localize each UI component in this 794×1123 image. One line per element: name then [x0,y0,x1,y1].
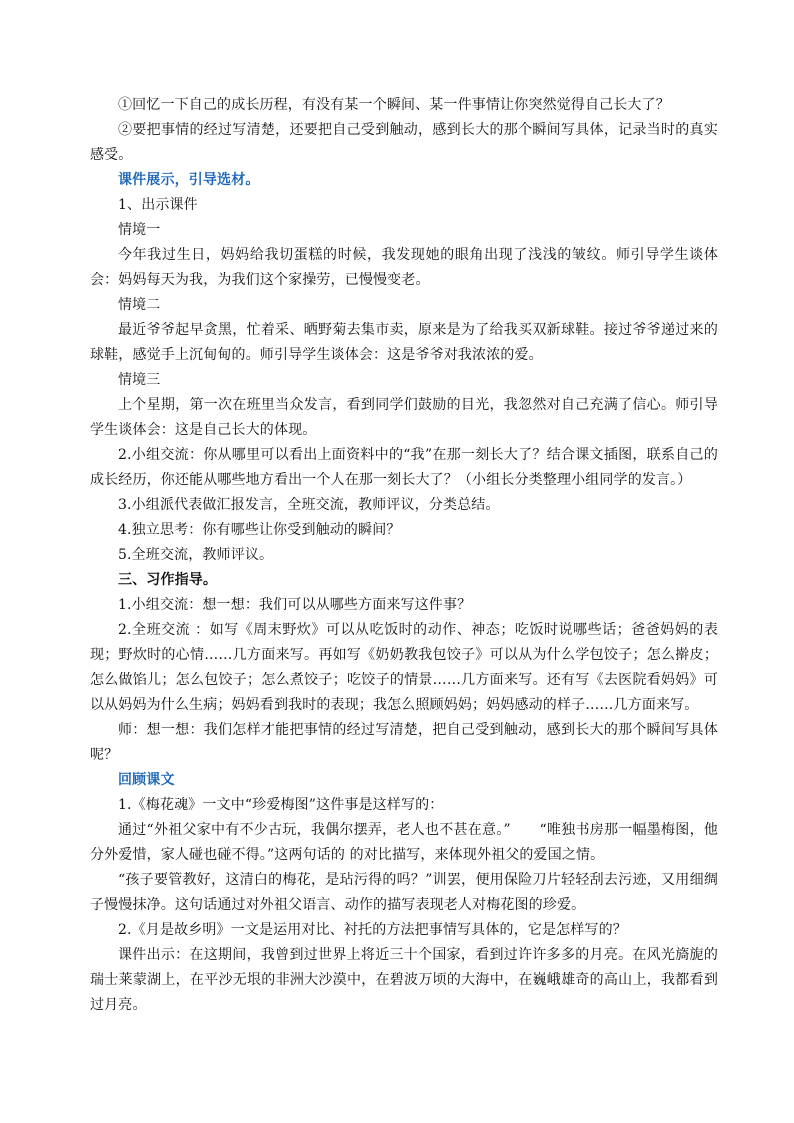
review-item-2-courseware: 课件出示：在这期间，我曾到过世界上将近三十个国家，看到过许许多多的月亮。在风光旖旎的瑞士莱蒙湖上，在平沙无垠的非洲大沙漠中，在碧波万顷的大海中，在巍峨雄奇的高山上，我都看到过月亮。 [90,947,718,1013]
section-heading-courseware: 课件展示，引导选材。 [118,172,260,188]
document-body [90,93,718,1018]
review-item-1: 1.《梅花魂》一文中“珍爱梅图”这件事是这样写的： [118,797,444,813]
guidance-step-2: 2.全班交流 ：如写《周末野炊》可以从吃饭时的动作、神态；吃饭时说哪些话；爸爸妈妈的表现；野炊时的心情……几方面来写。再如写《奶奶教我包饺子》可以从为什么学包饺子；怎么擀皮；怎么做馅儿；怎么包饺子；怎么煮饺子；吃饺子的情景……几方面来写。还有写《去医院看妈妈》可以从妈妈为什么生病；妈妈看到我时的表现；我怎么照顾妈妈；妈妈感动的样子……几方面来写。 [90,622,718,713]
scenario-1-title: 情境一 [118,222,161,238]
step-group-report: 3.小组派代表做汇报发言，全班交流，教师评议，分类总结。 [118,497,500,513]
scenario-2-text: 最近爷爷起早贪黑，忙着采、晒野菊去集市卖，原来是为了给我买双新球鞋。接过爷爷递过来的球鞋，感觉手上沉甸甸的。师引导学生谈体会：这是爷爷对我浓浓的爱。 [90,322,718,363]
section-heading-writing-guidance: 三、习作指导。 [118,572,218,588]
guidance-step-1: 1.小组交流：想一想：我们可以从哪些方面来写这件事？ [118,597,472,613]
review-item-2: 2.《月是故乡明》一文是运用对比、衬托的方法把事情写具体的，它是怎样写的？ [118,922,627,938]
step-group-discussion: 2.小组交流：你从哪里可以看出上面资料中的“我”在那一刻长大了？结合课文插图，联系自己的成长经历，你还能从哪些地方看出一个人在那一刻长大了？（小组长分类整理小组同学的发言。） [90,447,718,488]
question-2: ②要把事情的经过写清楚，还要把自己受到触动，感到长大的那个瞬间写具体，记录当时的真实感受。 [90,122,718,163]
scenario-3-title: 情境三 [118,372,161,388]
scenario-2-title: 情境二 [118,297,161,313]
question-1: ①回忆一下自己的成长历程，有没有某一个瞬间、某一件事情让你突然觉得自己长大了？ [118,97,670,113]
step-class-exchange: 5.全班交流，教师评议。 [118,547,274,563]
step-show-courseware: 1、出示课件 [118,197,198,213]
section-heading-review: 回顾课文 [118,772,175,788]
step-independent-thinking: 4.独立思考：你有哪些让你受到触动的瞬间？ [118,522,401,538]
teacher-question: 师：想一想：我们怎样才能把事情的经过写清楚，把自己受到触动，感到长大的那个瞬间写具体呢？ [90,722,718,763]
review-item-1-detail-a: 通过“外祖父家中有不少古玩，我偶尔摆弄，老人也不甚在意。” “唯独书房那一幅墨梅图，他分外爱惜，家人碰也碰不得。”这两句话的 的对比描写，来体现外祖父的爱国之情。 [90,822,718,863]
review-item-1-detail-b: “孩子要管教好，这清白的梅花，是玷污得的吗？”训罢，便用保险刀片轻轻刮去污迹，又用细绸子慢慢抹净。这句话通过对外祖父语言、动作的描写表现老人对梅花图的珍爱。 [90,872,718,913]
scenario-1-text: 今年我过生日，妈妈给我切蛋糕的时候，我发现她的眼角出现了浅浅的皱纹。师引导学生谈体会：妈妈每天为我，为我们这个家操劳，已慢慢变老。 [90,247,718,288]
scenario-3-text: 上个星期，第一次在班里当众发言，看到同学们鼓励的目光，我忽然对自己充满了信心。师引导学生谈体会：这是自己长大的体现。 [90,397,718,438]
